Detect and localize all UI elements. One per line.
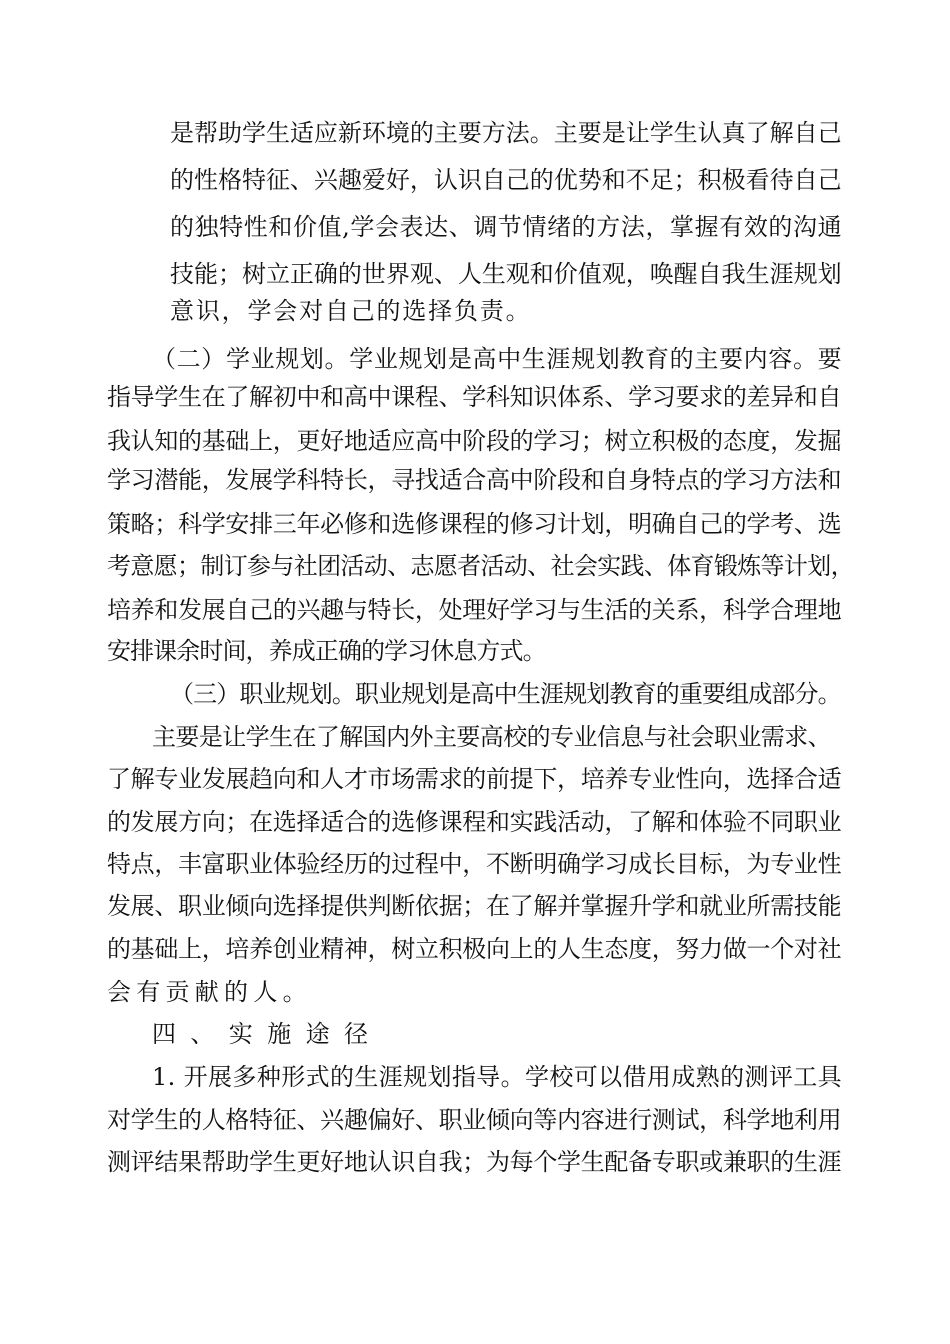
text-line: 对学生的人格特征、兴趣偏好、职业倾向等内容进行测试，科学地利用 bbox=[107, 1106, 842, 1134]
text-line: 主要是让学生在了解国内外主要高校的专业信息与社会职业需求、 bbox=[152, 723, 832, 751]
text-line: 特点，丰富职业体验经历的过程中，不断明确学习成长目标，为专业性 bbox=[107, 850, 842, 878]
text-line: 1. 开展多种形式的生涯规划指导。学校可以借用成熟的测评工具 bbox=[152, 1063, 842, 1091]
text-line: 的性格特征、兴趣爱好，认识自己的优势和不足；积极看待自己 bbox=[170, 166, 842, 194]
text-line: 会有贡献的人。 bbox=[107, 978, 312, 1006]
text-line: 我认知的基础上，更好地适应高中阶段的学习；树立积极的态度，发掘 bbox=[107, 427, 842, 455]
text-line: 的独特性和价值,学会表达、调节情绪的方法，掌握有效的沟通 bbox=[170, 213, 843, 241]
text-line: 意识，学会对自己的选择负责。 bbox=[170, 297, 532, 325]
text-line: 的基础上，培养创业精神，树立积极向上的人生态度，努力做一个对社 bbox=[107, 935, 842, 963]
text-line: 测评结果帮助学生更好地认识自我；为每个学生配备专职或兼职的生涯 bbox=[107, 1148, 842, 1176]
section-heading: 四、实施途径 bbox=[152, 1020, 383, 1048]
text-line: 技能；树立正确的世界观、人生观和价值观，唤醒自我生涯规划 bbox=[170, 260, 842, 288]
text-line: 安排课余时间，养成正确的学习休息方式。 bbox=[107, 637, 546, 665]
text-line: 是帮助学生适应新环境的主要方法。主要是让学生认真了解自己 bbox=[170, 119, 842, 147]
text-line: （三）职业规划。职业规划是高中生涯规划教育的重要组成部分。 bbox=[170, 680, 841, 708]
text-line: 的发展方向；在选择适合的选修课程和实践活动，了解和体验不同职业 bbox=[107, 808, 842, 836]
text-line: （二）学业规划。学业规划是高中生涯规划教育的主要内容。要 bbox=[152, 345, 843, 373]
text-line: 了解专业发展趋向和人才市场需求的前提下，培养专业性向，选择合适 bbox=[107, 765, 842, 793]
text-line: 指导学生在了解初中和高中课程、学科知识体系、学习要求的差异和自 bbox=[107, 383, 842, 411]
text-line: 发展、职业倾向选择提供判断依据；在了解并掌握升学和就业所需技能 bbox=[107, 892, 842, 920]
text-line: 培养和发展自己的兴趣与特长，处理好学习与生活的关系，科学合理地 bbox=[107, 596, 842, 624]
text-line: 策略；科学安排三年必修和选修课程的修习计划，明确自己的学考、选 bbox=[107, 510, 842, 538]
text-line: 学习潜能，发展学科特长，寻找适合高中阶段和自身特点的学习方法和 bbox=[107, 466, 842, 494]
text-line: 考意愿；制订参与社团活动、志愿者活动、社会实践、体育锻炼等计划， bbox=[107, 552, 854, 580]
